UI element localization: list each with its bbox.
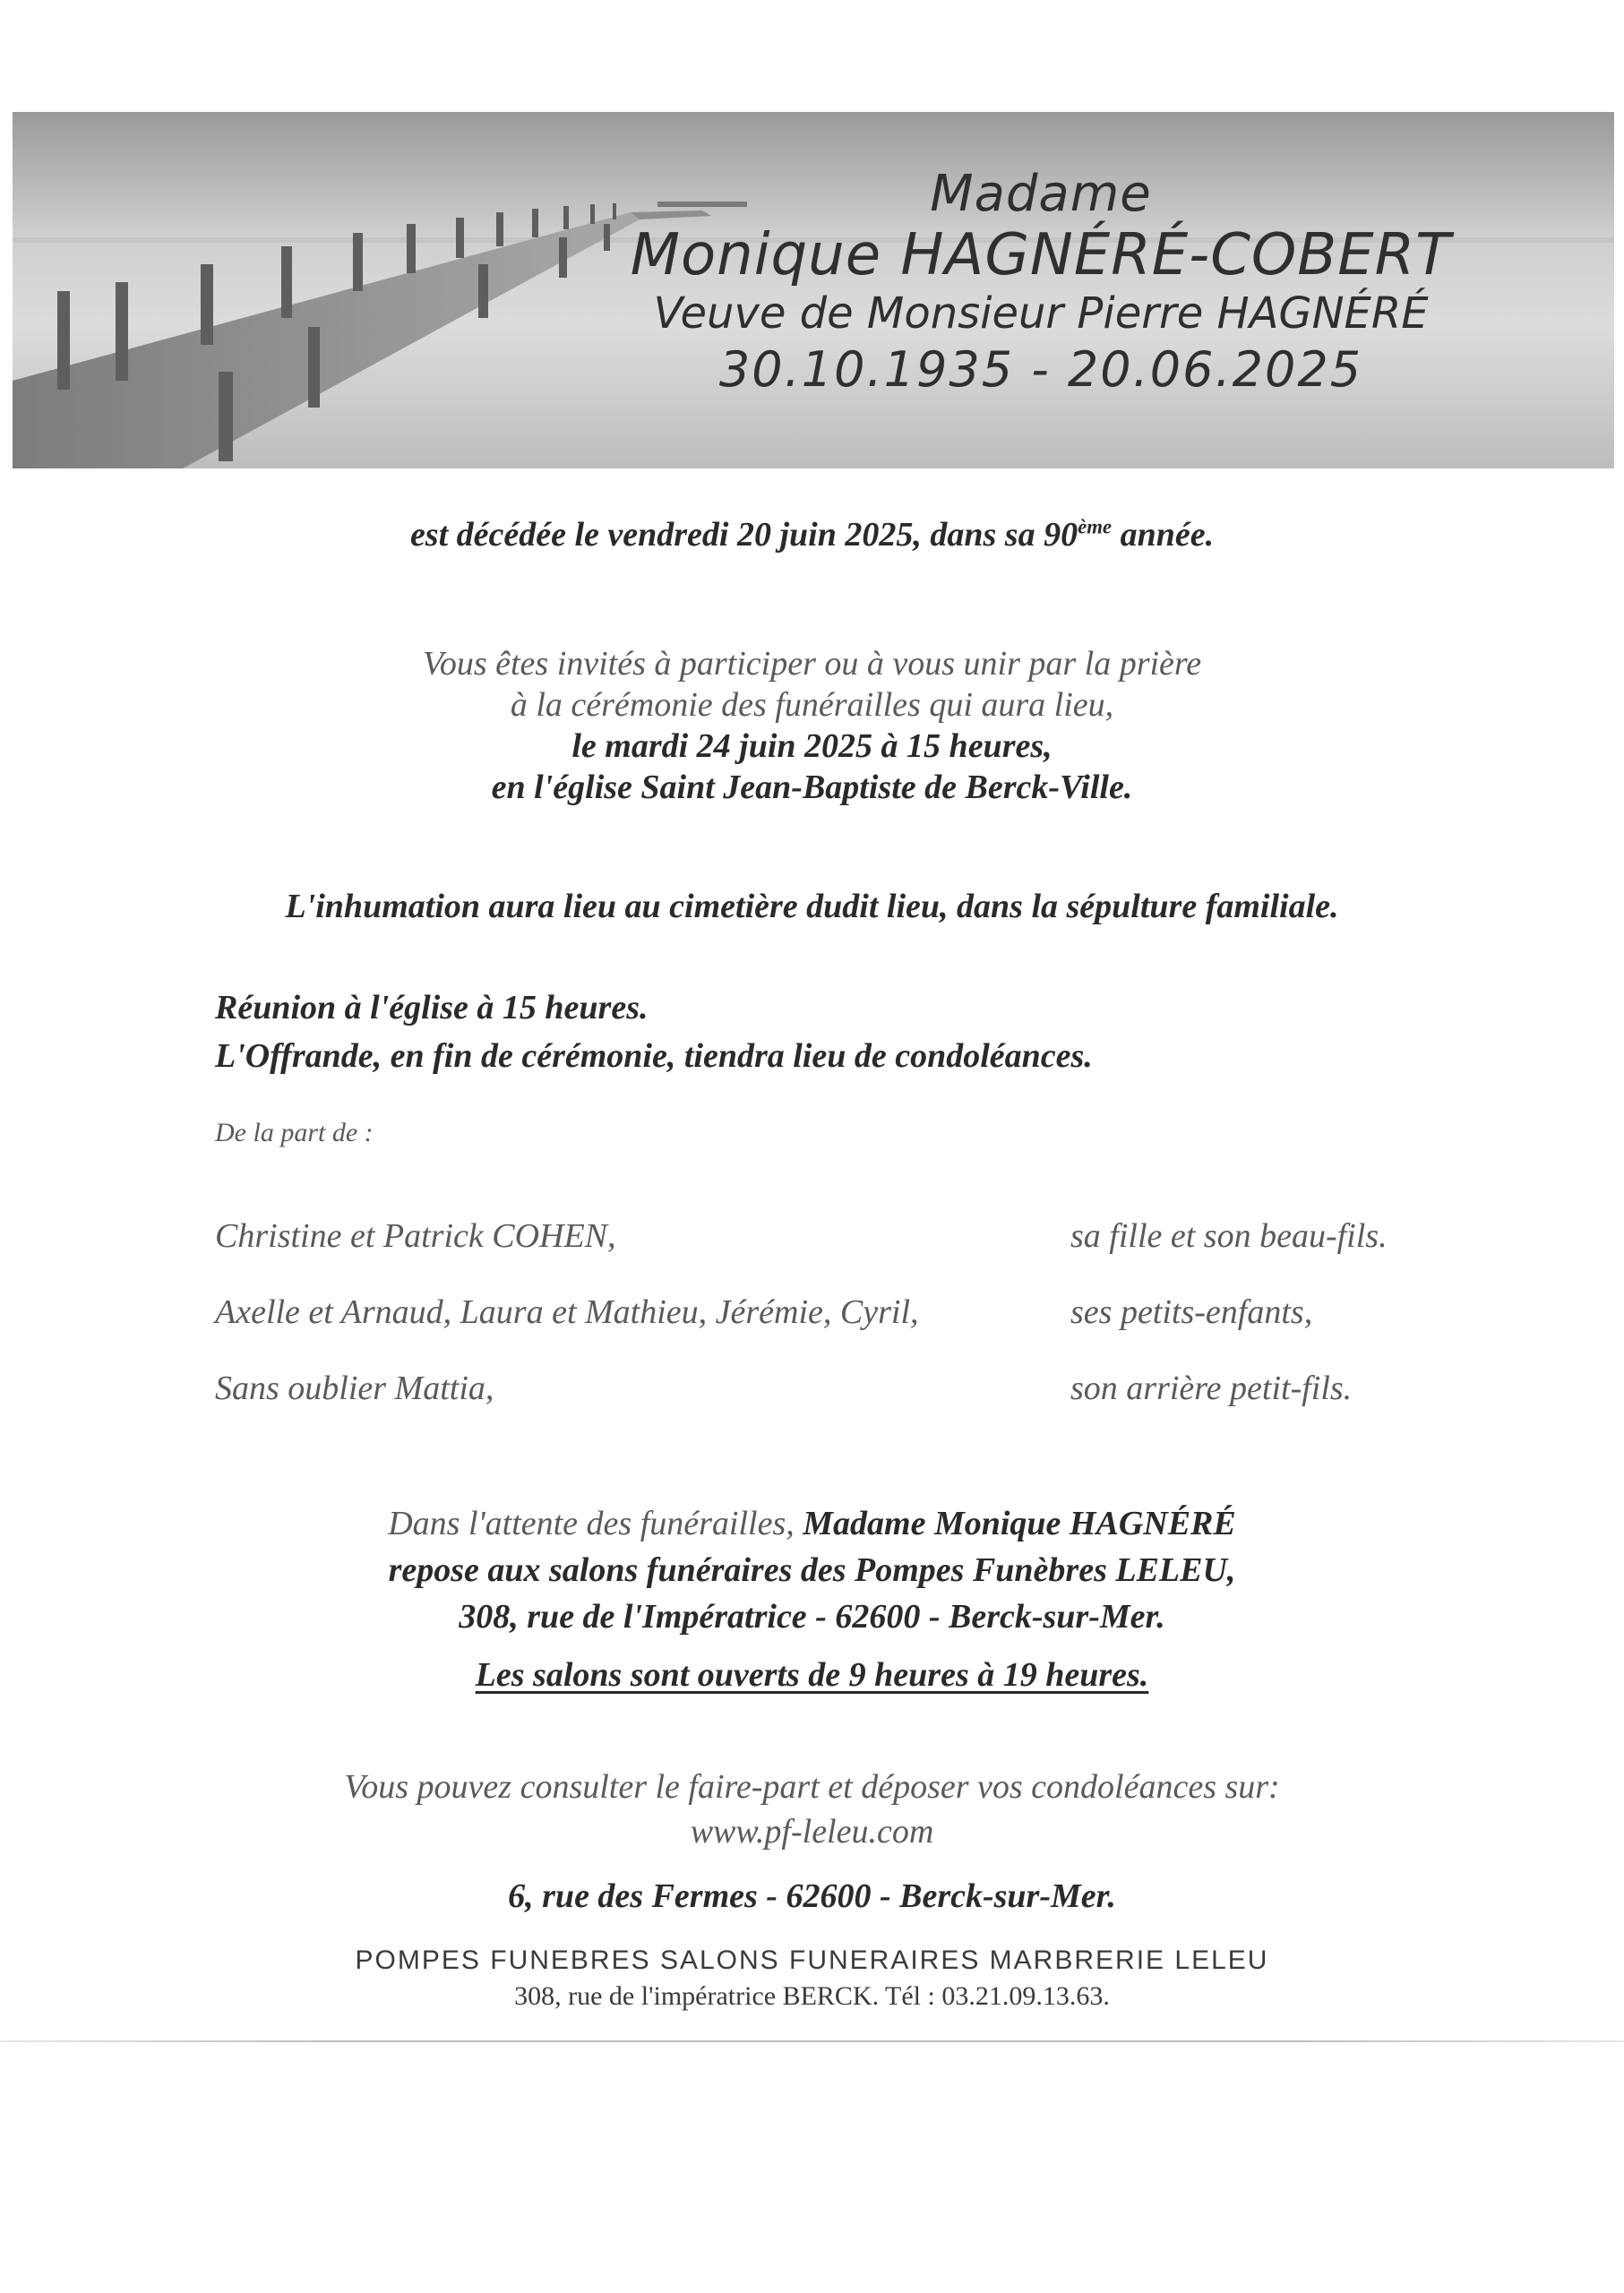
family-names-3: Sans oublier Mattia, (215, 1370, 494, 1407)
website-link[interactable]: www.pf-leleu.com (690, 1813, 934, 1851)
ceremony-date: le mardi 24 juin 2025 à 15 heures, (571, 727, 1053, 765)
burial-notice: L'inhumation aura lieu au cimetière dudit lieu, dans la sépulture familiale. (285, 888, 1339, 925)
death-text: est décédée le vendredi 20 juin 2025, dans sa 90 (409, 516, 1078, 554)
ceremony-invite-2: à la cérémonie des funérailles qui aura lieu, (510, 686, 1114, 724)
meeting-block (215, 983, 1093, 1080)
from-label: De la part de : (215, 1118, 374, 1147)
ceremony-invite: Vous êtes invités à participer ou à vous unir par la prière (422, 645, 1202, 683)
death-ordinal: ème (1078, 515, 1113, 538)
meeting-time: Réunion à l'église à 15 heures. (215, 989, 649, 1026)
repose-intro: Dans l'attente des funérailles, (388, 1505, 803, 1542)
repose-block (0, 1500, 1624, 1640)
repose-address: 308, rue de l'Impératrice - 62600 - Berck-sur-Mer. (459, 1598, 1165, 1636)
online-block (0, 1765, 1624, 1854)
footer-divider (0, 2040, 1624, 2042)
family-relation-2: ses petits-enfants, (1070, 1293, 1313, 1331)
family-relation-3: son arrière petit-fils. (1070, 1370, 1353, 1407)
repose-location: repose aux salons funéraires des Pompes Funèbres LELEU, (388, 1551, 1236, 1589)
funeral-home-footer (0, 1945, 1624, 2012)
salon-hours (0, 1655, 1624, 1695)
death-announcement (0, 515, 1624, 554)
widow-of: Veuve de Monsieur Pierre HAGNÉRÉ (653, 288, 1429, 339)
honorific: Madame (930, 165, 1152, 223)
ceremony-place: en l'église Saint Jean-Baptiste de Berck-Ville. (491, 769, 1133, 806)
funeral-home-name: POMPES FUNEBRES SALONS FUNERAIRES MARBRERIE LELEU (355, 1945, 1269, 1975)
deceased-name: Monique HAGNÉRÉ-COBERT (630, 222, 1452, 289)
death-text-end: année. (1112, 516, 1215, 554)
repose-name: Madame Monique HAGNÉRÉ (803, 1505, 1236, 1542)
offering-note: L'Offrande, en fin de cérémonie, tiendra lieu de condoléances. (215, 1037, 1093, 1075)
deceased-title-block (602, 166, 1480, 398)
life-dates: 30.10.1935 - 20.06.2025 (718, 341, 1363, 399)
family-relation-1: sa fille et son beau-fils. (1070, 1217, 1388, 1255)
funeral-home-contact: 308, rue de l'impératrice BERCK. Tél : 03.21.09.13.63. (514, 1981, 1110, 2011)
header-banner (13, 112, 1614, 468)
family-names-2: Axelle et Arnaud, Laura et Mathieu, Jérémie, Cyril, (215, 1293, 919, 1331)
ceremony-block (0, 643, 1624, 808)
family-address: 6, rue des Fermes - 62600 - Berck-sur-Mer. (508, 1877, 1116, 1915)
online-instructions: Vous pouvez consulter le faire-part et déposer vos condoléances sur: (344, 1768, 1280, 1806)
family-names-1: Christine et Patrick COHEN, (215, 1217, 616, 1255)
salon-hours-text: Les salons sont ouverts de 9 heures à 19 heures. (475, 1656, 1149, 1694)
